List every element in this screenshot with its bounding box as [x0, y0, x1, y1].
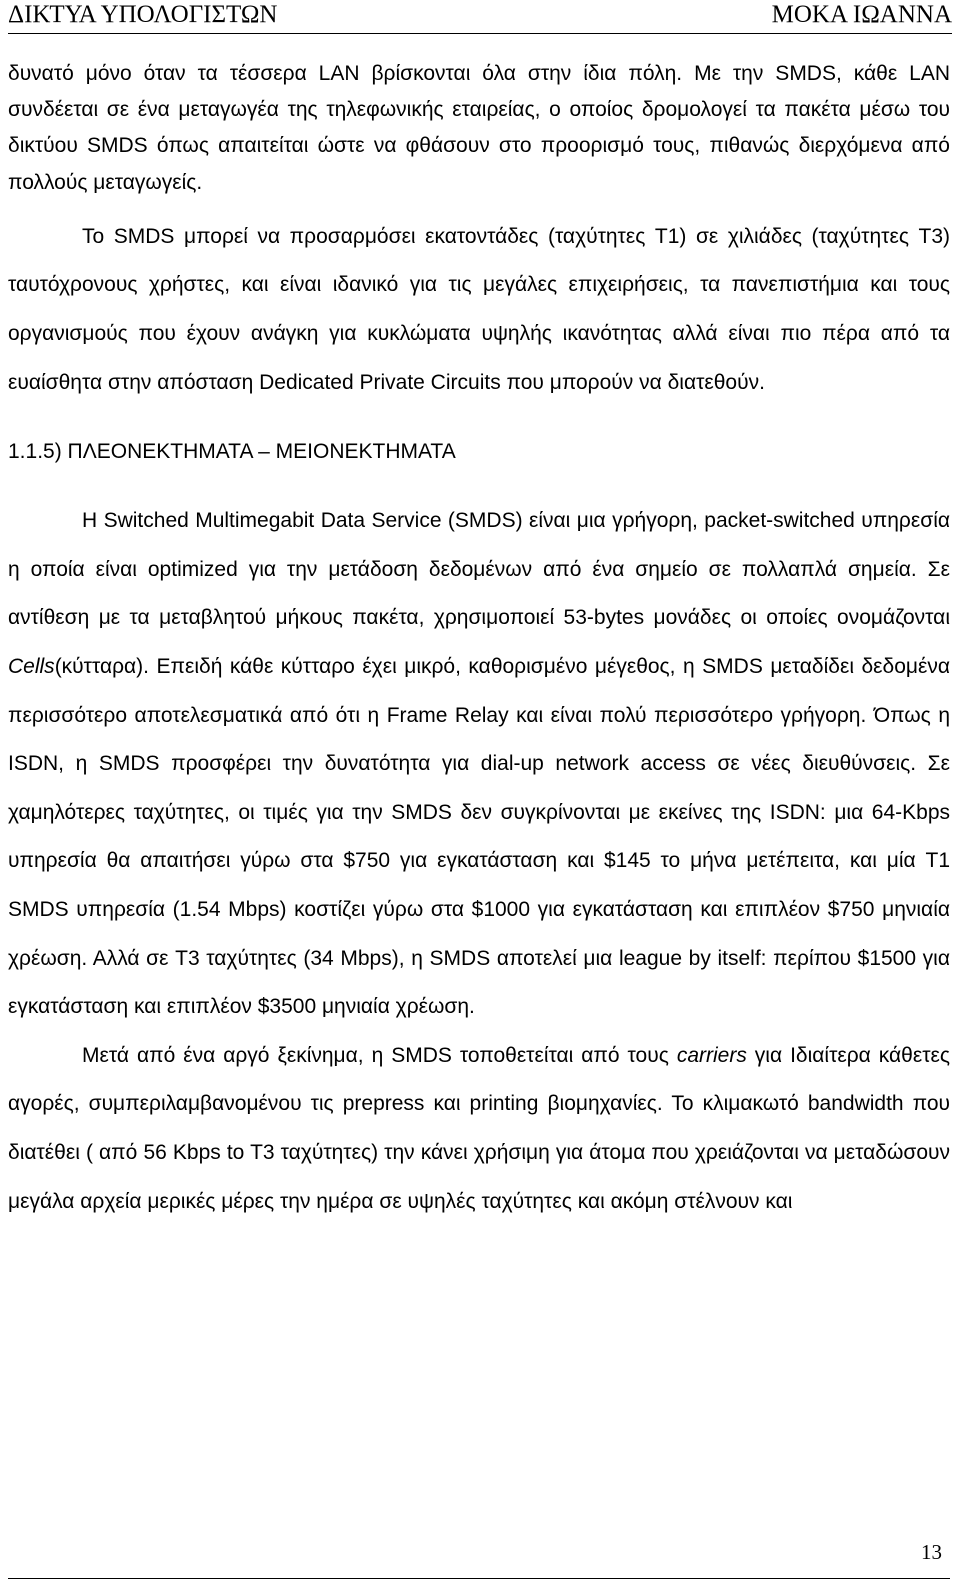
- term-cells: Cells: [8, 654, 55, 678]
- paragraph-markets-part-1: Μετά από ένα αργό ξεκίνημα, η SMDS τοποθετείται από τους: [82, 1043, 677, 1067]
- term-carriers: carriers: [676, 1043, 747, 1067]
- paragraph-advantages-part-1: Η Switched Multimegabit Data Service (SMDS) είναι μια γρήγορη, packet-switched υπηρεσία η οποία είναι optimized για την μετάδοση δεδομένων από ένα σημείο σε πολλαπλά σημεία. Σε αντίθεση με τα μεταβλητού μήκους πακέτα, χρησιμοποιεί 53-bytes μονάδες οι οποίες ονομάζονται: [8, 509, 950, 630]
- section-heading: 1.1.5) ΠΛΕΟΝΕΚΤΗΜΑΤΑ – ΜΕΙΟΝΕΚΤΗΜΑΤΑ: [8, 440, 456, 464]
- page-header: [8, 0, 952, 36]
- document-body: [8, 56, 950, 1226]
- paragraph-markets: [8, 1032, 950, 1226]
- paragraph-smds-lan: δυνατό μόνο όταν τα τέσσερα LAN βρίσκονται όλα στην ίδια πόλη. Με την SMDS, κάθε LAN συνδέεται σε ένα μεταγωγέα της τηλεφωνικής εταιρείας, ο οποίος δρομολογεί τα πακέτα μέσω του δικτύου SMDS όπως απαιτείται ώστε να φθάσουν στο προορισμό τους, πιθανώς διερχόμενα από πολλούς μεταγωγείς.: [8, 62, 950, 194]
- header-author: ΜΟΚΑ ΙΩΑΝΝΑ: [771, 1, 952, 28]
- paragraph-smds-capacity: Το SMDS μπορεί να προσαρμόσει εκατοντάδες (ταχύτητες T1) σε χιλιάδες (ταχύτητες T3) ταυτόχρονους χρήστες, και είναι ιδανικό για τις μεγάλες επιχειρήσεις, τα πανεπιστήμια και τους οργανισμούς που έχουν ανάγκη για κυκλώματα υψηλής ικανότητας αλλά είναι πιο πέρα από τα ευαίσθητα στην απόσταση Dedicated Private Circuits που μπορούν να διατεθούν.: [8, 224, 950, 394]
- paragraph-markets-part-2: για Ιδιαίτερα κάθετες αγορές, συμπεριλαμβανομένου τις prepress και printing βιομηχανίες. Το κλιμακωτό bandwidth που διατέθει ( από 56 Kbps to T3 ταχύτητες) την κάνει χρήσιμη για άτομα που χρειάζονται να μεταδώσουν μεγάλα αρχεία μερικές μέρες την ημέρα σε υψηλές ταχύτητες και ακόμη στέλνουν και: [8, 1043, 950, 1213]
- header-course-title: ΔΙΚΤΥΑ ΥΠΟΛΟΓΙΣΤΩΝ: [8, 1, 278, 28]
- header-rule: [8, 33, 952, 34]
- paragraph-advantages-part-2: (κύτταρα). Επειδή κάθε κύτταρο έχει μικρό, καθορισμένο μέγεθος, η SMDS μεταδίδει δεδομένα περισσότερο αποτελεσματικά από ότι η Frame Relay και είναι πολύ περισσότερο γρήγορη. Όπως η ISDN, η SMDS προσφέρει την δυνατότητα για dial-up network access σε νέες διευθύνσεις. Σε χαμηλότερες ταχύτητες, οι τιμές για την SMDS δεν συγκρίνονται με εκείνες της ISDN: μια 64-Kbps υπηρεσία θα απαιτήσει γύρω στα $750 για εγκατάσταση και $145 το μήνα μετέπειτα, και μία T1 SMDS υπηρεσία (1.54 Mbps) κοστίζει γύρω στα $1000 για εγκατάσταση και επιπλέον $750 μηνιαία χρέωση. Αλλά σε T3 ταχύτητες (34 Mbps), η SMDS αποτελεί μια league by itself: περίπου $1500 για εγκατάσταση και επιπλέον $3500 μηνιαία χρέωση.: [8, 654, 950, 1019]
- page-number: 13: [921, 1540, 942, 1564]
- footer-rule: [8, 1578, 950, 1579]
- paragraph-advantages: [8, 497, 950, 1032]
